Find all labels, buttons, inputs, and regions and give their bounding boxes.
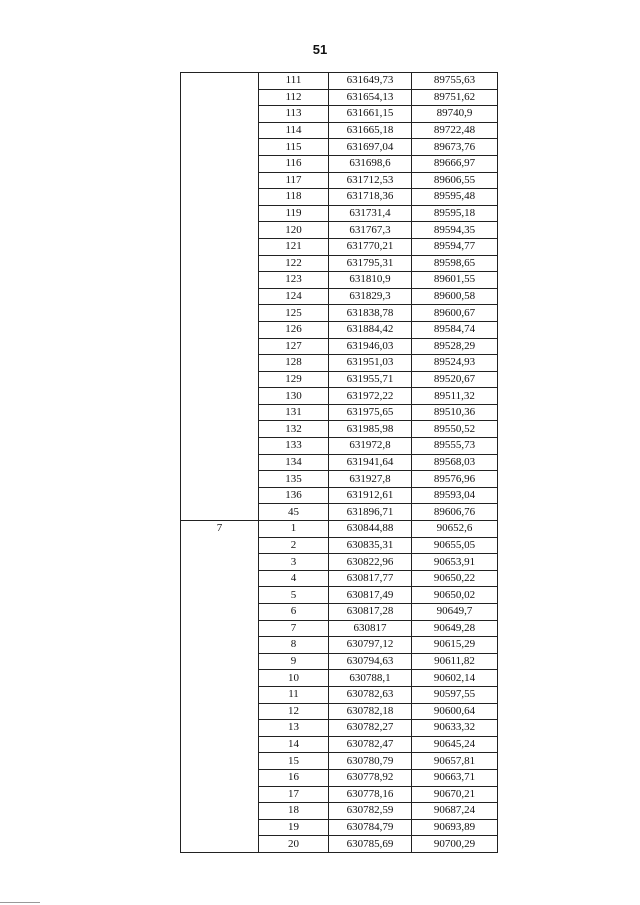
point-number-cell: 132: [259, 421, 329, 438]
x-coordinate-cell: 631896,71: [329, 504, 412, 521]
point-number-cell: 129: [259, 371, 329, 388]
x-coordinate-cell: 630817,77: [329, 570, 412, 587]
y-coordinate-cell: 90645,24: [412, 736, 498, 753]
y-coordinate-cell: 90655,05: [412, 537, 498, 554]
group-label-cell: 7: [181, 521, 259, 853]
point-number-cell: 9: [259, 653, 329, 670]
scan-edge-mark: [0, 902, 40, 903]
point-number-cell: 14: [259, 736, 329, 753]
y-coordinate-cell: 90693,89: [412, 819, 498, 836]
y-coordinate-cell: 89528,29: [412, 338, 498, 355]
point-number-cell: 120: [259, 222, 329, 239]
y-coordinate-cell: 90611,82: [412, 653, 498, 670]
x-coordinate-cell: 630794,63: [329, 653, 412, 670]
y-coordinate-cell: 89555,73: [412, 438, 498, 455]
x-coordinate-cell: 631838,78: [329, 305, 412, 322]
x-coordinate-cell: 631770,21: [329, 238, 412, 255]
page-number: 51: [312, 42, 328, 57]
point-number-cell: 127: [259, 338, 329, 355]
point-number-cell: 8: [259, 637, 329, 654]
y-coordinate-cell: 89666,97: [412, 155, 498, 172]
x-coordinate-cell: 630782,18: [329, 703, 412, 720]
x-coordinate-cell: 631810,9: [329, 272, 412, 289]
point-number-cell: 19: [259, 819, 329, 836]
y-coordinate-cell: 90615,29: [412, 637, 498, 654]
point-number-cell: 119: [259, 205, 329, 222]
x-coordinate-cell: 630782,63: [329, 686, 412, 703]
point-number-cell: 117: [259, 172, 329, 189]
x-coordinate-cell: 631665,18: [329, 122, 412, 139]
y-coordinate-cell: 89606,55: [412, 172, 498, 189]
point-number-cell: 11: [259, 686, 329, 703]
y-coordinate-cell: 89594,77: [412, 238, 498, 255]
point-number-cell: 5: [259, 587, 329, 604]
x-coordinate-cell: 631731,4: [329, 205, 412, 222]
table-row: [181, 73, 498, 90]
y-coordinate-cell: 89740,9: [412, 106, 498, 123]
x-coordinate-cell: 631985,98: [329, 421, 412, 438]
point-number-cell: 12: [259, 703, 329, 720]
x-coordinate-cell: 631946,03: [329, 338, 412, 355]
x-coordinate-cell: 631829,3: [329, 288, 412, 305]
y-coordinate-cell: 90597,55: [412, 686, 498, 703]
point-number-cell: 20: [259, 836, 329, 853]
y-coordinate-cell: 89600,58: [412, 288, 498, 305]
table-row: [181, 521, 498, 538]
y-coordinate-cell: 89751,62: [412, 89, 498, 106]
y-coordinate-cell: 89595,48: [412, 189, 498, 206]
y-coordinate-cell: 89755,63: [412, 73, 498, 90]
x-coordinate-cell: 630782,59: [329, 803, 412, 820]
x-coordinate-cell: 631927,8: [329, 471, 412, 488]
point-number-cell: 131: [259, 404, 329, 421]
point-number-cell: 124: [259, 288, 329, 305]
point-number-cell: 4: [259, 570, 329, 587]
x-coordinate-cell: 630788,1: [329, 670, 412, 687]
x-coordinate-cell: 631654,13: [329, 89, 412, 106]
y-coordinate-cell: 90649,28: [412, 620, 498, 637]
point-number-cell: 115: [259, 139, 329, 156]
y-coordinate-cell: 90602,14: [412, 670, 498, 687]
y-coordinate-cell: 90650,02: [412, 587, 498, 604]
y-coordinate-cell: 89722,48: [412, 122, 498, 139]
point-number-cell: 1: [259, 521, 329, 538]
point-number-cell: 16: [259, 769, 329, 786]
y-coordinate-cell: 89584,74: [412, 321, 498, 338]
y-coordinate-cell: 89510,36: [412, 404, 498, 421]
y-coordinate-cell: 90653,91: [412, 554, 498, 571]
point-number-cell: 17: [259, 786, 329, 803]
y-coordinate-cell: 89673,76: [412, 139, 498, 156]
x-coordinate-cell: 631972,8: [329, 438, 412, 455]
x-coordinate-cell: 631712,53: [329, 172, 412, 189]
x-coordinate-cell: 631951,03: [329, 355, 412, 372]
point-number-cell: 130: [259, 388, 329, 405]
point-number-cell: 113: [259, 106, 329, 123]
x-coordinate-cell: 630817: [329, 620, 412, 637]
y-coordinate-cell: 90700,29: [412, 836, 498, 853]
y-coordinate-cell: 89601,55: [412, 272, 498, 289]
point-number-cell: 135: [259, 471, 329, 488]
y-coordinate-cell: 90663,71: [412, 769, 498, 786]
x-coordinate-cell: 630780,79: [329, 753, 412, 770]
point-number-cell: 123: [259, 272, 329, 289]
point-number-cell: 118: [259, 189, 329, 206]
point-number-cell: 121: [259, 238, 329, 255]
x-coordinate-cell: 630817,28: [329, 604, 412, 621]
point-number-cell: 2: [259, 537, 329, 554]
coordinates-table: [180, 72, 498, 853]
y-coordinate-cell: 89600,67: [412, 305, 498, 322]
point-number-cell: 114: [259, 122, 329, 139]
point-number-cell: 45: [259, 504, 329, 521]
point-number-cell: 133: [259, 438, 329, 455]
y-coordinate-cell: 90633,32: [412, 720, 498, 737]
point-number-cell: 111: [259, 73, 329, 90]
x-coordinate-cell: 630778,92: [329, 769, 412, 786]
y-coordinate-cell: 90687,24: [412, 803, 498, 820]
x-coordinate-cell: 631941,64: [329, 454, 412, 471]
y-coordinate-cell: 90649,7: [412, 604, 498, 621]
x-coordinate-cell: 630817,49: [329, 587, 412, 604]
x-coordinate-cell: 631649,73: [329, 73, 412, 90]
y-coordinate-cell: 90650,22: [412, 570, 498, 587]
y-coordinate-cell: 89524,93: [412, 355, 498, 372]
point-number-cell: 18: [259, 803, 329, 820]
y-coordinate-cell: 89520,67: [412, 371, 498, 388]
y-coordinate-cell: 90670,21: [412, 786, 498, 803]
x-coordinate-cell: 630782,47: [329, 736, 412, 753]
point-number-cell: 10: [259, 670, 329, 687]
y-coordinate-cell: 90600,64: [412, 703, 498, 720]
y-coordinate-cell: 89598,65: [412, 255, 498, 272]
x-coordinate-cell: 630782,27: [329, 720, 412, 737]
x-coordinate-cell: 631972,22: [329, 388, 412, 405]
point-number-cell: 128: [259, 355, 329, 372]
x-coordinate-cell: 631767,3: [329, 222, 412, 239]
x-coordinate-cell: 631955,71: [329, 371, 412, 388]
x-coordinate-cell: 631975,65: [329, 404, 412, 421]
x-coordinate-cell: 630835,31: [329, 537, 412, 554]
coordinates-table-body: [181, 73, 498, 853]
y-coordinate-cell: 89594,35: [412, 222, 498, 239]
x-coordinate-cell: 631884,42: [329, 321, 412, 338]
x-coordinate-cell: 630784,79: [329, 819, 412, 836]
y-coordinate-cell: 89568,03: [412, 454, 498, 471]
y-coordinate-cell: 89606,76: [412, 504, 498, 521]
y-coordinate-cell: 89550,52: [412, 421, 498, 438]
point-number-cell: 15: [259, 753, 329, 770]
x-coordinate-cell: 631795,31: [329, 255, 412, 272]
point-number-cell: 136: [259, 487, 329, 504]
x-coordinate-cell: 631912,61: [329, 487, 412, 504]
point-number-cell: 3: [259, 554, 329, 571]
y-coordinate-cell: 90657,81: [412, 753, 498, 770]
y-coordinate-cell: 89595,18: [412, 205, 498, 222]
group-label-cell: [181, 73, 259, 521]
x-coordinate-cell: 630797,12: [329, 637, 412, 654]
y-coordinate-cell: 90652,6: [412, 521, 498, 538]
x-coordinate-cell: 630844,88: [329, 521, 412, 538]
x-coordinate-cell: 630785,69: [329, 836, 412, 853]
point-number-cell: 13: [259, 720, 329, 737]
point-number-cell: 134: [259, 454, 329, 471]
x-coordinate-cell: 630822,96: [329, 554, 412, 571]
point-number-cell: 6: [259, 604, 329, 621]
x-coordinate-cell: 631698,6: [329, 155, 412, 172]
x-coordinate-cell: 631718,36: [329, 189, 412, 206]
point-number-cell: 116: [259, 155, 329, 172]
point-number-cell: 7: [259, 620, 329, 637]
y-coordinate-cell: 89511,32: [412, 388, 498, 405]
point-number-cell: 122: [259, 255, 329, 272]
point-number-cell: 126: [259, 321, 329, 338]
x-coordinate-cell: 631661,15: [329, 106, 412, 123]
x-coordinate-cell: 630778,16: [329, 786, 412, 803]
point-number-cell: 112: [259, 89, 329, 106]
y-coordinate-cell: 89593,04: [412, 487, 498, 504]
point-number-cell: 125: [259, 305, 329, 322]
x-coordinate-cell: 631697,04: [329, 139, 412, 156]
y-coordinate-cell: 89576,96: [412, 471, 498, 488]
